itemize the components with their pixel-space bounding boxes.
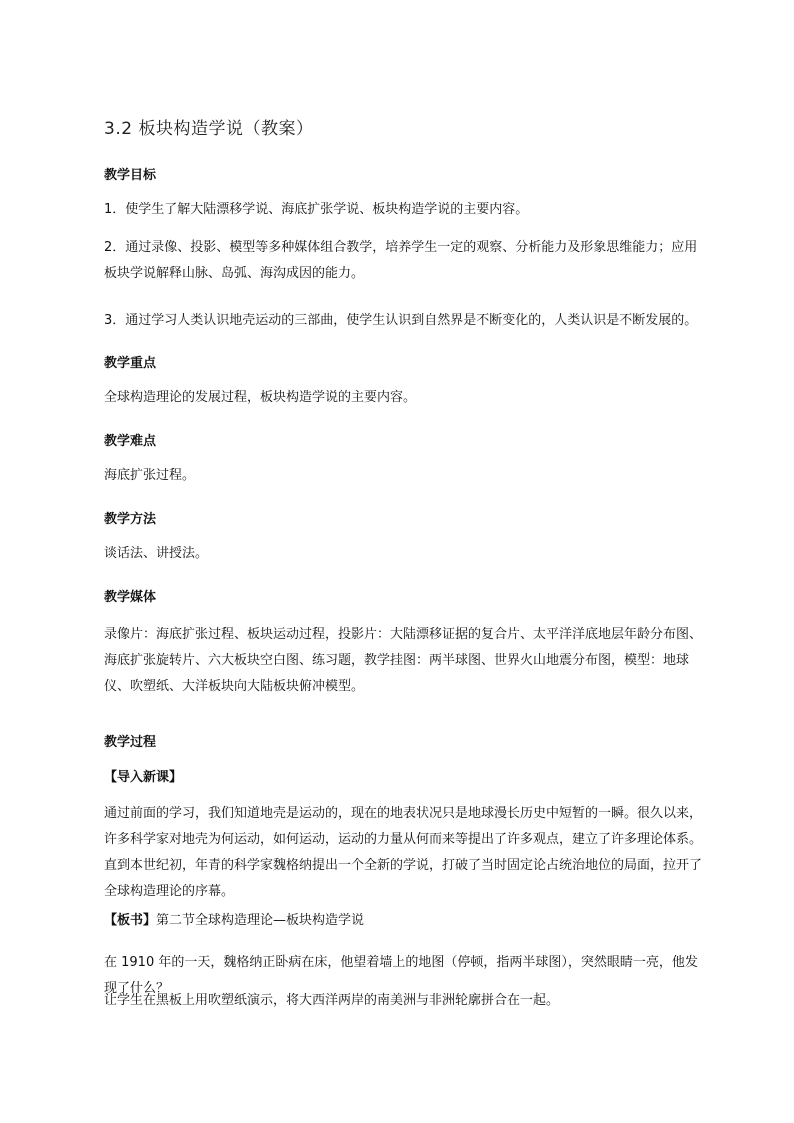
board-line — [104, 908, 704, 934]
media-text: 录像片：海底扩张过程、板块运动过程，投影片：大陆漂移证据的复合片、太平洋洋底地层年龄分布图、海底扩张旋转片、六大板块空白图、练习题，教学挂图：两半球图、世界火山地震分布图，模型：地球仪、吹塑纸、大洋板块向大陆板块俯冲模型。 — [104, 627, 703, 694]
heading-media: 教学媒体 — [104, 590, 157, 605]
difficulties-text: 海底扩张过程。 — [104, 468, 196, 483]
heading-difficulties: 教学难点 — [104, 434, 157, 449]
goal-item-3: 3．通过学习人类认识地壳运动的三部曲，使学生认识到自然界是不断变化的，人类认识是不断发展的。 — [104, 313, 698, 328]
heading-goals: 教学目标 — [104, 168, 157, 183]
board-text: 第二节全球构造理论—板块构造学说 — [156, 913, 365, 928]
heading-key-points: 教学重点 — [104, 356, 157, 371]
document-title: 3.2 板块构造学说（教案） — [104, 119, 314, 139]
heading-process: 教学过程 — [104, 735, 157, 750]
heading-methods: 教学方法 — [104, 512, 157, 527]
process-paragraph-2: 让学生在黑板上用吹塑纸演示，将大西洋两岸的南美洲与非洲轮廓拼合在一起。 — [104, 993, 560, 1008]
board-label: 【板书】 — [104, 913, 157, 928]
intro-label: 【导入新课】 — [104, 770, 183, 785]
goal-item-1: 1．使学生了解大陆漂移学说、海底扩张学说、板块构造学说的主要内容。 — [104, 202, 529, 217]
key-points-text: 全球构造理论的发展过程，板块构造学说的主要内容。 — [104, 390, 417, 405]
methods-text: 谈话法、讲授法。 — [104, 546, 209, 561]
goal-item-2: 2．通过录像、投影、模型等多种媒体组合教学，培养学生一定的观察、分析能力及形象思维能力；应用板块学说解释山脉、岛弧、海沟成因的能力。 — [104, 240, 698, 281]
intro-text: 通过前面的学习，我们知道地壳是运动的，现在的地表状况只是地球漫长历史中短暂的一瞬。很久以来，许多科学家对地壳为何运动，如何运动，运动的力量从何而来等提出了许多观点，建立了许多理论体系。直到本世纪初，年青的科学家魏格纳提出一个全新的学说，打破了当时固定论占统治地位的局面，拉开了全球构造理论的序幕。 — [104, 806, 703, 899]
process-paragraph-1: 在 1910 年的一天，魏格纳正卧病在床，他望着墙上的地图（停顿，指两半球图），突然眼睛一亮，他发现了什么？ — [104, 955, 698, 996]
